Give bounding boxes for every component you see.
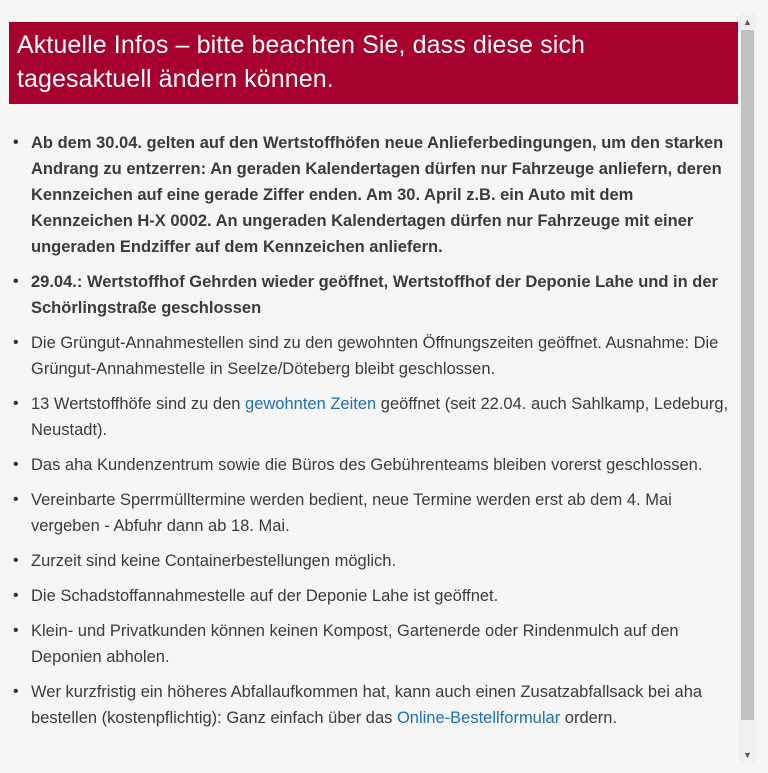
list-item [9,487,738,539]
info-banner [9,22,738,104]
list-item-text: Zurzeit sind keine Containerbestellungen möglich. [31,552,397,570]
list-item [9,679,738,731]
list-item-text: Ab dem 30.04. gelten auf den Wertstoffhöfen neue Anlieferbedingungen, um den starken Andrang zu entzerren: An geraden Kalendertagen dürfen nur Fahrzeuge anliefern, deren Kennzeichen auf eine gerade Ziffer enden. Am 30. April z.B. ein Auto mit dem Kennzeichen H-X 0002. An ungeraden Kalendertagen dürfen nur Fahrzeuge mit einer ungeraden Endziffer auf dem Kennzeichen anliefern. [31,134,724,256]
bullet-icon: • [13,395,19,412]
banner-title-line1: Aktuelle Infos – bitte beachten Sie, dass diese sich [17,31,586,59]
list-item-text: Vereinbarte Sperrmülltermine werden bedient, neue Termine werden erst ab dem 4. Mai vergeben - Abfuhr dann ab 18. Mai. [31,491,672,535]
bullet-icon: • [13,273,19,290]
list-item-text: Klein- und Privatkunden können keinen Kompost, Gartenerde oder Rindenmulch auf den Deponien abholen. [31,622,679,666]
vertical-scrollbar[interactable] [739,13,756,763]
list-item [9,583,738,609]
order-form-link[interactable]: Online-Bestellformular [396,709,561,727]
banner-title-line2: tagesaktuell ändern können. [17,65,334,93]
bullet-icon: • [13,683,19,700]
bullet-icon: • [13,456,19,473]
list-item-text: Die Grüngut-Annahmestellen sind zu den gewohnten Öffnungszeiten geöffnet. Ausnahme: Die Grüngut-Annahmestelle in Seelze/Döteberg bleibt geschlossen. [31,334,719,378]
list-item-text: 29.04.: Wertstoffhof Gehrden wieder geöffnet, Wertstoffhof der Deponie Lahe und in der Schörlingstraße geschlossen [31,273,718,317]
opening-hours-link[interactable]: gewohnten Zeiten [245,395,377,413]
list-item-text: Die Schadstoffannahmestelle auf der Deponie Lahe ist geöffnet. [31,587,499,605]
list-item-text-before: 13 Wertstoffhöfe sind zu den [31,395,246,413]
list-item [9,330,738,382]
list-item-text-after: geöffnet (seit 22.04. auch Sahlkamp, Ledeburg, Neustadt). [31,395,729,439]
list-item [9,391,738,443]
list-item [9,452,738,478]
bullet-icon: • [13,552,19,569]
chevron-down-icon[interactable]: ▼ [743,749,752,760]
list-item [9,269,738,321]
bullet-icon: • [13,622,19,639]
news-content [9,22,738,740]
bullet-icon: • [13,587,19,604]
bullet-icon: • [13,334,19,351]
list-item [9,548,738,574]
news-list [9,130,738,731]
bullet-icon: • [13,491,19,508]
list-item-text-before: Wer kurzfristig ein höheres Abfallaufkommen hat, kann auch einen Zusatzabfallsack bei aha bestellen (kostenpflichtig): Ganz einfach über das [31,683,703,727]
list-item [9,130,738,260]
list-item-text: Das aha Kundenzentrum sowie die Büros des Gebührenteams bleiben vorerst geschlossen. [31,456,703,474]
bullet-icon: • [13,134,19,151]
chevron-up-icon[interactable]: ▲ [743,16,752,27]
list-item-text-after: ordern. [560,709,618,727]
scrollbar-thumb[interactable] [741,30,754,720]
list-item [9,618,738,670]
